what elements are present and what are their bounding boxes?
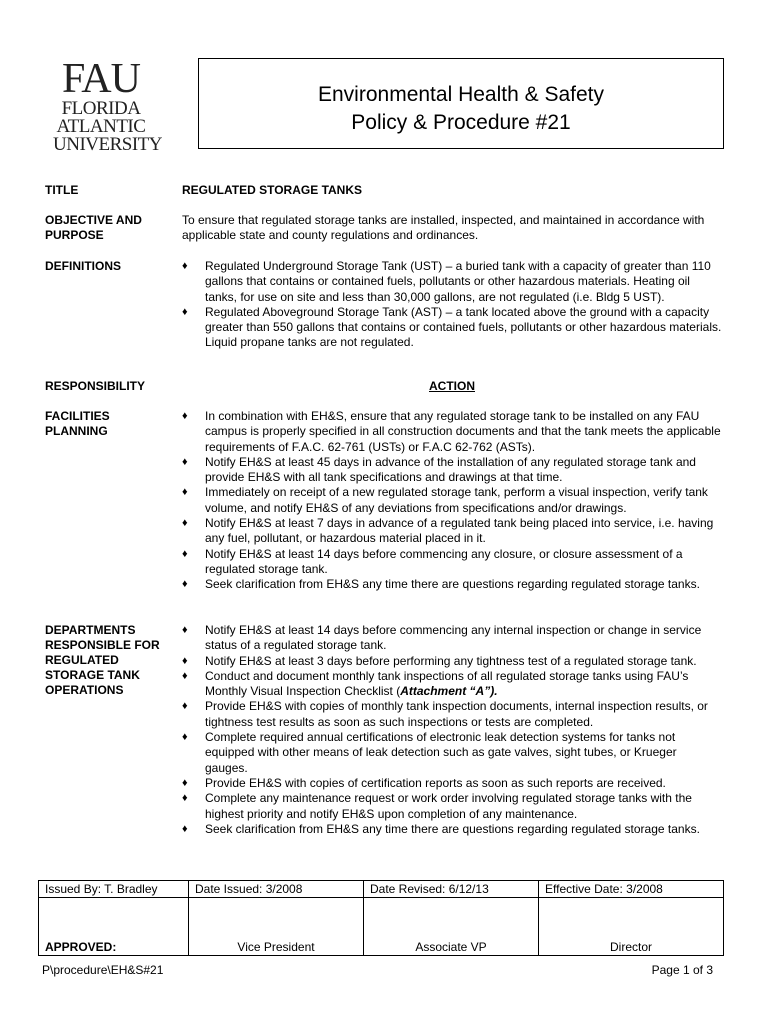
objective-text: To ensure that regulated storage tanks are installed, inspected, and maintained in accordance with applicable state and county regulations and ordinances. [182,213,705,243]
definition-item: ♦ Regulated Aboveground Storage Tank (AST) – a tank located above the ground with a capacity greater than 550 gallons that contains or contained fuels, pollutants or other hazardous materials. Liquid propane tanks are not regulated. [182,305,722,351]
facilities-list [182,409,722,593]
departments-item: ♦ Provide EH&S with copies of monthly tank inspection documents, internal inspection results, or tightness test results as soon as such inspections or tests are completed. [182,699,722,730]
associate-vp-cell: Associate VP [364,898,539,956]
title-label: TITLE [45,183,79,197]
departments-item: ♦ Complete any maintenance request or work order involving regulated storage tanks with the highest priority and notify EH&S upon completion of any maintenance. [182,791,722,822]
attachment-reference: Attachment “A”). [400,684,498,699]
date-issued-cell: Date Issued: 3/2008 [189,881,364,898]
departments-item: ♦ Notify EH&S at least 3 days before performing any tightness test of a regulated storage tank. [182,654,722,669]
facilities-label: FACILITIES PLANNING [45,409,110,438]
logo-line-atlantic: ATLANTIC [56,116,146,137]
definitions-label: DEFINITIONS [45,259,122,273]
facilities-item: ♦ Notify EH&S at least 7 days in advance of a regulated tank being placed into service, i.e. having any fuel, pollutant, or hazardous material placed in it. [182,516,722,547]
objective-label: OBJECTIVE AND PURPOSE [45,213,142,242]
header-line-1: Environmental Health & Safety [318,83,604,106]
facilities-item: ♦ Immediately on receipt of a new regulated storage tank, perform a visual inspection, verify tank volume, and notify EH&S of any deviations from specifications and/or drawings. [182,485,722,516]
vice-president-cell: Vice President [189,898,364,956]
issue-table [38,880,724,956]
fau-logo [53,56,162,156]
departments-item: ♦ Notify EH&S at least 14 days before commencing any internal inspection or change in service status of a regulated storage tank. [182,623,722,654]
header-line-2: Policy & Procedure #21 [351,111,571,134]
departments-item: ♦ Provide EH&S with copies of certification reports as soon as such reports are received. [182,776,722,791]
logo-line-florida: FLORIDA [61,98,141,119]
facilities-item: ♦ Seek clarification from EH&S any time there are questions regarding regulated storage tanks. [182,577,722,592]
facilities-item: ♦ Notify EH&S at least 45 days in advance of the installation of any regulated storage tank and provide EH&S with all tank specifications and drawings at that time. [182,455,722,486]
footer-path: P\procedure\EH&S#21 [42,963,164,977]
departments-list [182,623,722,837]
issued-by-cell: Issued By: T. Bradley [39,881,189,898]
effective-date-cell: Effective Date: 3/2008 [539,881,724,898]
departments-item-conduct [182,669,722,700]
director-cell: Director [539,898,724,956]
departments-label: DEPARTMENTS RESPONSIBLE FOR REGULATED STORAGE TANK OPERATIONS [45,623,160,697]
facilities-item: ♦ Notify EH&S at least 14 days before commencing any closure, or closure assessment of a regulated storage tank. [182,547,722,578]
departments-item: ♦ Complete required annual certifications of electronic leak detection systems for tanks not equipped with other means of leak detection such as gate valves, sight tubes, or Krueger gauges. [182,730,722,776]
definitions-list [182,259,722,351]
definition-item: ♦ Regulated Underground Storage Tank (UST) – a buried tank with a capacity of greater than 110 gallons that contains or contained fuels, pollutants or other hazardous materials. Heating oil tanks, for use on site and less than 30,000 gallons, are not regulated (i.e. Bldg 5 UST). [182,259,722,305]
logo-fau-text: FAU [62,56,140,102]
conduct-text: Conduct and document monthly tank inspections of all regulated storage tanks using FAU’s Monthly Visual Inspection Checklist ( [205,668,689,699]
document-title-box [198,58,724,149]
responsibility-label: RESPONSIBILITY [45,379,146,393]
title-value: REGULATED STORAGE TANKS [182,183,363,197]
footer-page-number: Page 1 of 3 [651,963,713,977]
action-heading: ACTION [429,379,475,393]
approved-cell: APPROVED: [39,898,189,956]
facilities-item: ♦ In combination with EH&S, ensure that any regulated storage tank to be installed on any FAU campus is properly specified in all construction documents and that the tank meets the applicable requirements of F.A.C. 62-761 (USTs) or F.A.C 62-762 (ASTs). [182,409,722,455]
date-revised-cell: Date Revised: 6/12/13 [364,881,539,898]
departments-item: ♦ Seek clarification from EH&S any time there are questions regarding regulated storage tanks. [182,822,722,837]
logo-line-university: UNIVERSITY [53,134,162,155]
